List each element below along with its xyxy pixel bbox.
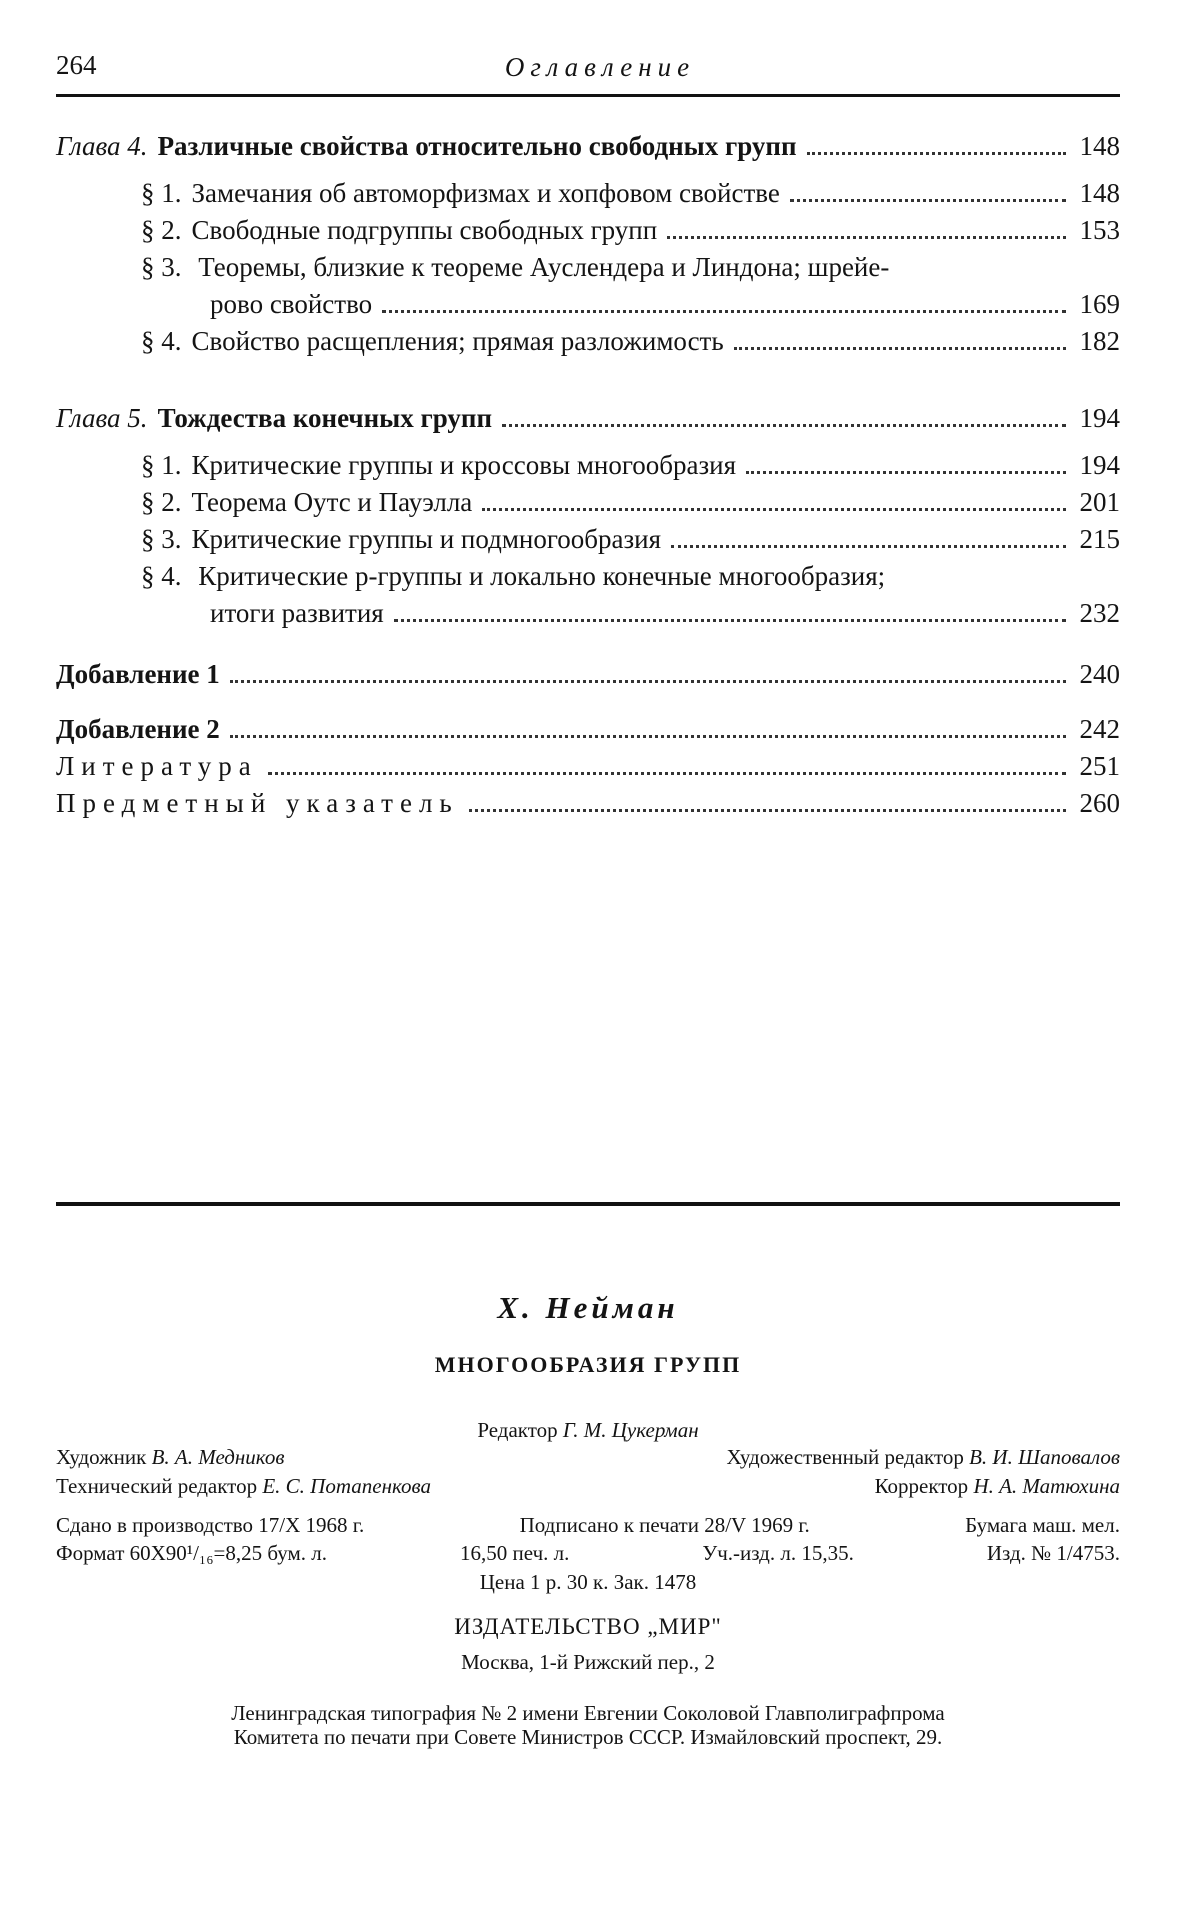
page-ref: 251: [1079, 751, 1120, 781]
toc-section-5-1[interactable]: [56, 447, 1120, 484]
section-number: § 1.: [141, 450, 182, 480]
section-title: Свойство расщепления; прямая разложимость: [191, 326, 724, 356]
tech-editor-label: Технический редактор: [56, 1474, 258, 1498]
corrector-name: Н. А. Матюхина: [973, 1474, 1120, 1498]
dot-leader: [734, 347, 1066, 350]
toc-section-4-4[interactable]: [56, 323, 1120, 360]
appendix-title: Добавление 1: [56, 659, 220, 689]
chapter-title: Различные свойства относительно свободных групп: [157, 131, 797, 161]
section-title: Теорема Оутс и Пауэлла: [191, 487, 473, 517]
toc-chapter-5[interactable]: [56, 400, 1120, 437]
artist-label: Художник: [56, 1445, 147, 1469]
print-details-row-2: [56, 1539, 1120, 1568]
section-title-line1: Критические p-группы и локально конечные многообразия;: [198, 561, 886, 591]
production-date: Сдано в производство 17/X 1968 г.: [56, 1513, 365, 1537]
pub-sheets: Уч.-изд. л. 15,35.: [702, 1541, 854, 1565]
section-divider: [56, 1202, 1120, 1206]
section-title: Критические группы и кроссовы многообразия: [191, 450, 737, 480]
chapter-label: Глава 4.: [56, 131, 148, 161]
print-details-row-1: [56, 1511, 1120, 1539]
toc-section-5-2[interactable]: [56, 484, 1120, 521]
page-ref: 148: [1079, 131, 1120, 161]
dot-leader: [667, 236, 1066, 239]
toc-section-4-1[interactable]: [56, 175, 1120, 212]
dot-leader: [230, 735, 1066, 738]
toc-section-4-3[interactable]: [56, 249, 1120, 323]
dot-leader: [746, 471, 1066, 474]
appendix-title: Добавление 2: [56, 714, 220, 744]
toc-section-5-4[interactable]: [56, 558, 1120, 632]
printer-info: [56, 1701, 1120, 1749]
dot-leader: [671, 545, 1066, 548]
page-ref: 182: [1079, 326, 1120, 356]
dot-leader: [382, 310, 1066, 313]
dot-leader: [502, 424, 1066, 427]
price-order: Цена 1 р. 30 к. Зак. 1478: [479, 1570, 697, 1594]
corrector-label: Корректор: [874, 1474, 969, 1498]
editor-name: Г. М. Цукерман: [562, 1418, 699, 1442]
dot-leader: [469, 809, 1066, 812]
page-ref: 153: [1079, 215, 1120, 245]
header-rule: [56, 94, 1120, 97]
section-number: § 4.: [141, 326, 182, 356]
page-ref: 242: [1079, 714, 1120, 744]
dot-leader: [807, 152, 1066, 155]
section-number: § 2.: [141, 215, 182, 245]
format: Формат 60X90¹/₁₆=8,25 бум. л.: [56, 1541, 328, 1565]
colophon: [56, 1290, 1120, 1749]
section-title-line1: Теоремы, близкие к теореме Ауслендера и Линдона; шрейе-: [198, 252, 890, 282]
page-ref: 148: [1079, 178, 1120, 208]
dot-leader: [268, 772, 1066, 775]
chapter-title: Тождества конечных групп: [157, 403, 493, 433]
section-title-line2: итоги развития: [210, 598, 384, 628]
page-ref: 169: [1079, 289, 1120, 319]
page-number: 264: [56, 50, 97, 80]
section-title-line2: рово свойство: [210, 289, 373, 319]
tech-editor-name: Е. С. Потапенкова: [262, 1474, 431, 1498]
printer-line-1: Ленинградская типография № 2 имени Евгении Соколовой Главполиграфпрома: [231, 1701, 945, 1725]
page-ref: 240: [1079, 659, 1120, 689]
art-editor-name: В. И. Шаповалов: [969, 1445, 1120, 1469]
toc-literature[interactable]: [56, 748, 1120, 785]
page-ref: 215: [1079, 524, 1120, 554]
credits-row-2: [56, 1472, 1120, 1501]
page-ref: 260: [1079, 788, 1120, 818]
toc-section-5-3[interactable]: [56, 521, 1120, 558]
author-name: Х. Нейман: [497, 1290, 679, 1325]
editor-credit: [56, 1418, 1120, 1443]
toc-chapter-4[interactable]: [56, 128, 1120, 165]
signed-date: Подписано к печати 28/V 1969 г.: [519, 1513, 810, 1537]
toc-appendix-1[interactable]: [56, 656, 1120, 693]
artist-name: В. А. Медников: [151, 1445, 285, 1469]
print-sheets: 16,50 печ. л.: [460, 1541, 570, 1565]
dot-leader: [394, 619, 1066, 622]
section-title: Замечания об автоморфизмах и хопфовом свойстве: [191, 178, 780, 208]
pub-number: Изд. № 1/4753.: [986, 1541, 1120, 1565]
toc-appendix-2[interactable]: [56, 711, 1120, 748]
section-title: Критические группы и подмногообразия: [191, 524, 662, 554]
chapter-label: Глава 5.: [56, 403, 148, 433]
credits-row-1: [56, 1443, 1120, 1472]
page-ref: 232: [1079, 598, 1120, 628]
section-number: § 3.: [141, 252, 182, 282]
running-title: Оглавление: [504, 52, 696, 82]
table-of-contents: [56, 128, 1120, 822]
publisher-address: Москва, 1-й Рижский пер., 2: [461, 1650, 715, 1674]
dot-leader: [790, 199, 1066, 202]
toc-subject-index[interactable]: [56, 785, 1120, 822]
printer-line-2: Комитета по печати при Совете Министров СССР. Измайловский проспект, 29.: [233, 1725, 943, 1749]
dot-leader: [230, 680, 1066, 683]
page-ref: 194: [1079, 450, 1120, 480]
section-number: § 4.: [141, 561, 182, 591]
dot-leader: [482, 508, 1066, 511]
index-title: Предметный указатель: [56, 788, 459, 818]
publisher-name: ИЗДАТЕЛЬСТВО „МИР": [454, 1614, 722, 1639]
page-ref: 194: [1079, 403, 1120, 433]
toc-section-4-2[interactable]: [56, 212, 1120, 249]
editor-label: Редактор: [477, 1418, 558, 1442]
book-title: МНОГООБРАЗИЯ ГРУПП: [434, 1352, 742, 1377]
literature-title: Литература: [56, 751, 258, 781]
section-number: § 3.: [141, 524, 182, 554]
page-ref: 201: [1079, 487, 1120, 517]
section-number: § 2.: [141, 487, 182, 517]
section-title: Свободные подгруппы свободных групп: [191, 215, 658, 245]
section-number: § 1.: [141, 178, 182, 208]
art-editor-label: Художественный редактор: [726, 1445, 964, 1469]
paper-type: Бумага маш. мел.: [965, 1513, 1120, 1537]
